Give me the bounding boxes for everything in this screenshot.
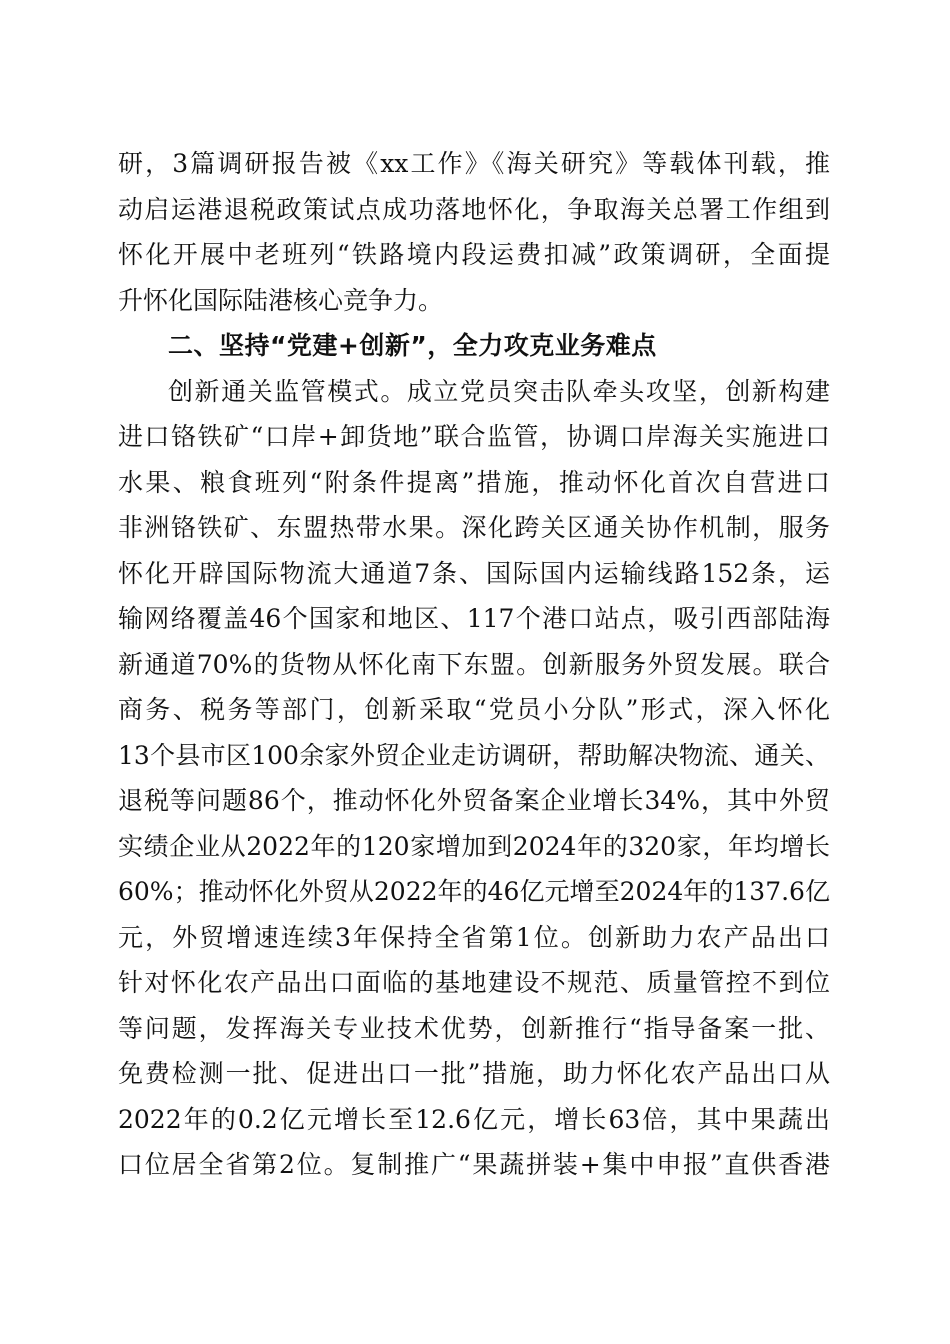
text-line: 非洲铬铁矿、东盟热带水果。深化跨关区通关协作机制，服务 [118, 513, 830, 542]
text-line: 升怀化国际陆港核心竞争力。 [118, 285, 444, 315]
text-line: 针对怀化农产品出口面临的基地建设不规范、质量管控不到位 [118, 968, 830, 997]
text-line: 元，外贸增速连续3年保持全省第1位。创新助力农产品出口 [118, 922, 830, 952]
text-line: 13个县市区100余家外贸企业走访调研，帮助解决物流、通关、 [118, 740, 830, 770]
section-heading: 二、坚持“党建+创新”，全力攻克业务难点 [168, 331, 657, 360]
text-line: 退税等问题86个，推动怀化外贸备案企业增长34%，其中外贸 [118, 786, 830, 815]
text-line: 水果、粮食班列“附条件提离”措施，推动怀化首次自营进口 [118, 467, 830, 497]
text-line: 免费检测一批、促进出口一批”措施，助力怀化农产品出口从 [118, 1059, 830, 1088]
text-line: 怀化开展中老班列“铁路境内段运费扣减”政策调研，全面提 [118, 240, 830, 269]
paragraph-continued [118, 141, 830, 323]
text-line: 怀化开辟国际物流大通道7条、国际国内运输线路152条，运 [118, 558, 830, 588]
text-line: 实绩企业从2022年的120家增加到2024年的320家，年均增长 [118, 831, 830, 861]
text-line: 输网络覆盖46个国家和地区、117个港口站点，吸引西部陆海 [118, 604, 830, 633]
text-line: 研，3篇调研报告被《xx工作》《海关研究》等载体刊载，推 [118, 149, 830, 178]
text-line: 创新通关监管模式。成立党员突击队牵头攻坚，创新构建 [168, 376, 830, 406]
text-line: 等问题，发挥海关专业技术优势，创新推行“指导备案一批、 [118, 1013, 830, 1043]
text-line: 动启运港退税政策试点成功落地怀化，争取海关总署工作组到 [118, 194, 830, 224]
text-line: 新通道70%的货物从怀化南下东盟。创新服务外贸发展。联合 [118, 649, 830, 679]
document-body [118, 141, 830, 1188]
paragraph-innovation [118, 369, 830, 1188]
text-line: 口位居全省第2位。复制推广“果蔬拼装+集中申报”直供香港 [118, 1150, 830, 1179]
text-line: 2022年的0.2亿元增长至12.6亿元，增长63倍，其中果蔬出 [118, 1104, 830, 1134]
text-line: 进口铬铁矿“口岸+卸货地”联合监管，协调口岸海关实施进口 [118, 422, 830, 451]
text-line: 60%；推动怀化外贸从2022年的46亿元增至2024年的137.6亿 [118, 877, 830, 906]
text-line: 商务、税务等部门，创新采取“党员小分队”形式，深入怀化 [118, 695, 830, 724]
